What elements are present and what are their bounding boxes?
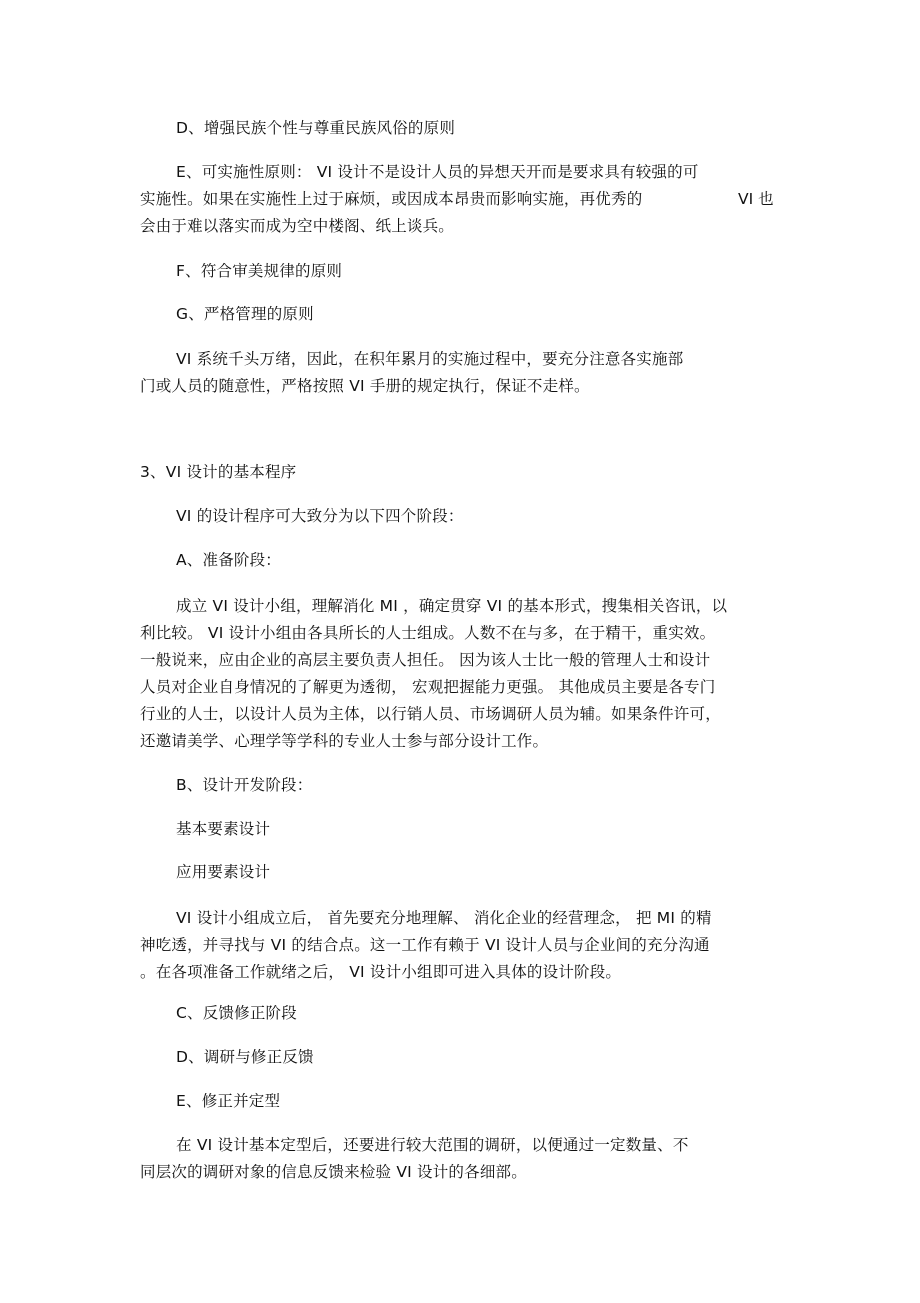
stage-c-heading: C、反馈修正阶段 xyxy=(176,1004,297,1022)
vi-management-line-2: 门或人员的随意性，严格按照 VI 手册的规定执行，保证不走样。 xyxy=(140,377,590,395)
final-paragraph-line-1: 在 VI 设计基本定型后，还要进行较大范围的调研，以便通过一定数量、不 xyxy=(176,1136,689,1154)
stage-b-heading: B、设计开发阶段： xyxy=(176,776,313,794)
stage-d-heading: D、调研与修正反馈 xyxy=(176,1048,314,1066)
stage-a-paragraph-line-3: 一般说来，应由企业的高层主要负责人担任。 因为该人士比一般的管理人士和设计 xyxy=(140,651,711,669)
basic-elements-design: 基本要素设计 xyxy=(176,820,271,838)
principle-e-line-1: E、可实施性原则： VI 设计不是设计人员的异想天开而是要求具有较强的可 xyxy=(176,163,699,181)
stage-a-paragraph-line-2: 利比较。 VI 设计小组由各具所长的人士组成。人数不在与多，在于精干，重实效。 xyxy=(140,624,716,642)
principle-e-line-3: 会由于难以落实而成为空中楼阁、纸上谈兵。 xyxy=(140,217,455,235)
principle-d-heading: D、增强民族个性与尊重民族风俗的原则 xyxy=(176,119,456,137)
principle-e-line-2: 实施性。如果在实施性上过于麻烦，或因成本昂贵而影响实施，再优秀的 xyxy=(140,190,643,208)
stage-a-paragraph-line-1: 成立 VI 设计小组，理解消化 MI ，确定贯穿 VI 的基本形式，搜集相关咨讯，以 xyxy=(176,597,728,615)
principle-g-heading: G、严格管理的原则 xyxy=(176,305,314,323)
principle-f-heading: F、符合审美规律的原则 xyxy=(176,262,343,280)
stage-e-heading: E、修正并定型 xyxy=(176,1092,281,1110)
stage-a-paragraph-line-6: 还邀请美学、心理学等学科的专业人士参与部分设计工作。 xyxy=(140,732,549,750)
section-3-title: 3、VI 设计的基本程序 xyxy=(140,463,297,481)
stage-b-paragraph-line-2: 神吃透，并寻找与 VI 的结合点。这一工作有赖于 VI 设计人员与企业间的充分沟通 xyxy=(140,936,710,954)
stage-a-heading: A、准备阶段： xyxy=(176,551,282,569)
application-elements-design: 应用要素设计 xyxy=(176,863,271,881)
stage-b-paragraph-line-1: VI 设计小组成立后， 首先要充分地理解、 消化企业的经营理念， 把 MI 的精 xyxy=(176,909,712,927)
stages-intro: VI 的设计程序可大致分为以下四个阶段： xyxy=(176,507,464,525)
final-paragraph-line-2: 同层次的调研对象的信息反馈来检验 VI 设计的各细部。 xyxy=(140,1163,527,1181)
stage-a-paragraph-line-4: 人员对企业自身情况的了解更为透彻， 宏观把握能力更强。 其他成员主要是各专门 xyxy=(140,678,716,696)
vi-management-line-1: VI 系统千头万绪，因此，在积年累月的实施过程中，要充分注意各实施部 xyxy=(176,350,684,368)
stage-a-paragraph-line-5: 行业的人士，以设计人员为主体，以行销人员、市场调研人员为辅。如果条件许可， xyxy=(140,705,721,723)
principle-e-line-2-end: VI 也 xyxy=(738,190,774,208)
stage-b-paragraph-line-3: 。在各项准备工作就绪之后， VI 设计小组即可进入具体的设计阶段。 xyxy=(140,963,622,981)
